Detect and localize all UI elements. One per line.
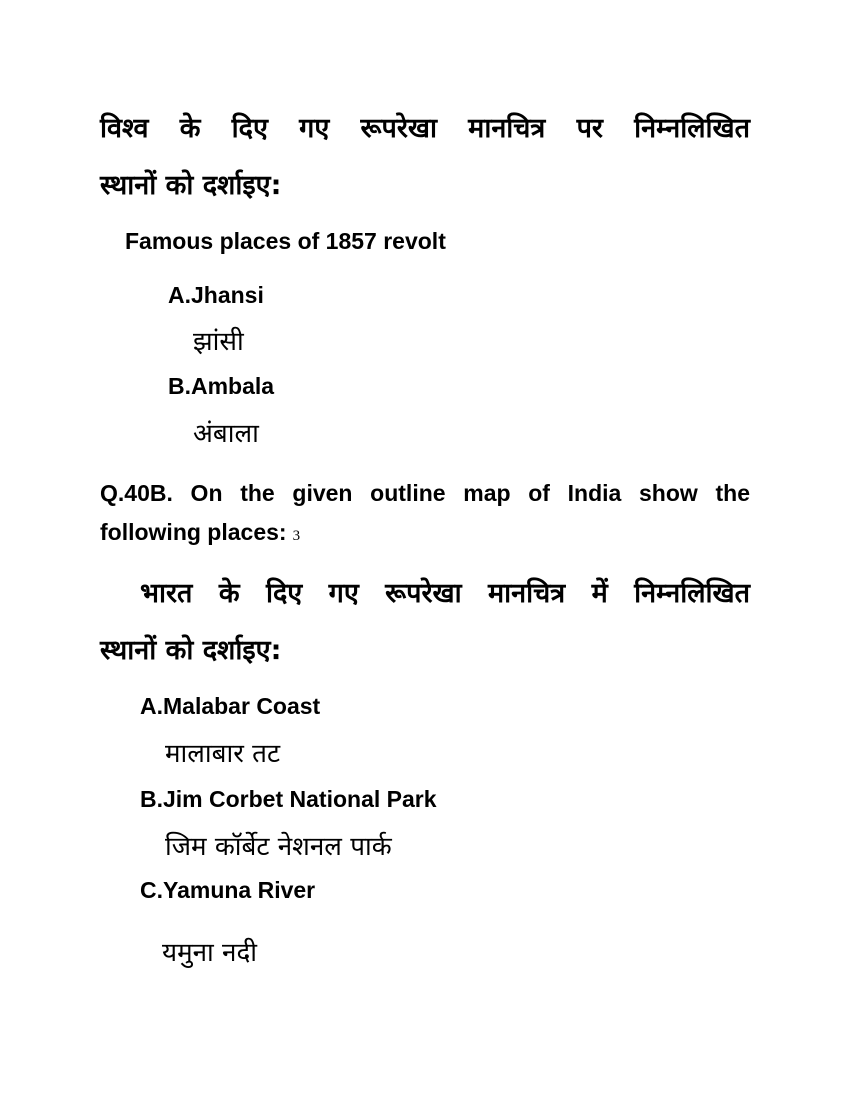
india-map-hindi-heading-line2: स्थानों को दर्शाइए:: [100, 635, 282, 666]
world-map-hindi-heading-line1: विश्व के दिए गए रूपरेखा मानचित्र पर निम्नलिखित: [100, 113, 750, 144]
india-map-hindi-heading-line1: भारत के दिए गए रूपरेखा मानचित्र में निम्नलिखित: [140, 578, 750, 609]
item-yamuna-hindi: यमुना नदी: [162, 938, 258, 968]
item-ambala-hindi: अंबाला: [193, 419, 259, 449]
item-jhansi-hindi: झांसी: [193, 327, 244, 357]
marks-value: 3: [292, 528, 301, 544]
question-40b-line1: Q.40B. On the given outline map of India show the: [100, 480, 750, 506]
item-ambala-label: B.Ambala: [168, 373, 275, 399]
world-map-hindi-heading-line2: स्थानों को दर्शाइए:: [100, 170, 282, 201]
item-jhansi-label: A.Jhansi: [168, 282, 264, 308]
question-40b-line2-text: following places:: [100, 519, 287, 545]
item-yamuna-label: C.Yamuna River: [140, 877, 316, 903]
revolt-places-title: Famous places of 1857 revolt: [125, 228, 446, 254]
item-jim-corbet-label: B.Jim Corbet National Park: [140, 786, 437, 812]
item-jim-corbet-hindi: जिम कॉर्बेट नेशनल पार्क: [165, 832, 392, 862]
item-malabar-label: A.Malabar Coast: [140, 693, 321, 719]
item-malabar-hindi: मालाबार तट: [165, 739, 281, 769]
question-40b-line2: [100, 519, 300, 546]
